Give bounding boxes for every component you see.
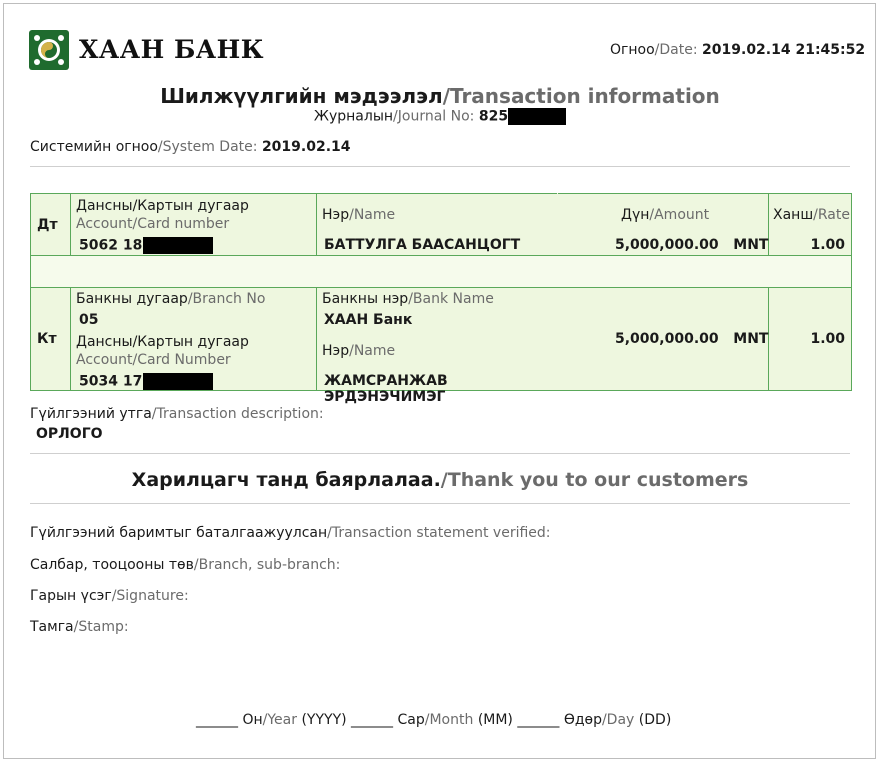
- day-label-mn: Өдөр: [563, 712, 602, 728]
- title-mn: Шилжүүлгийн мэдээлэл: [160, 84, 443, 108]
- description-label-mn: Гүйлгээний утга: [30, 406, 152, 422]
- verified-label-mn: Гүйлгээний баримтыг баталгаажуулсан: [30, 525, 328, 541]
- bank-name-value: ХААН Банк: [324, 312, 413, 328]
- credit-amount-value: [615, 331, 768, 347]
- credit-side-cell: [31, 288, 71, 391]
- year-label-mn: Он: [242, 712, 263, 728]
- month-label-en: /Month: [424, 712, 474, 728]
- debit-rate-cell: [769, 194, 852, 256]
- day-format: (DD): [638, 712, 672, 728]
- debit-account-label-en: Account/Card number: [76, 216, 230, 232]
- date-label-mn: Огноо: [610, 42, 655, 58]
- journal-number: [0, 108, 880, 125]
- branch-line: [30, 557, 340, 573]
- stamp-line: [30, 619, 129, 635]
- debit-name-label: [322, 207, 395, 223]
- credit-name-cell: [317, 288, 558, 405]
- branch-sub-label-mn: Салбар, тооцооны төв: [30, 557, 194, 573]
- transaction-table: [30, 193, 852, 405]
- thank-you-message: [0, 469, 880, 491]
- khan-bank-logo-icon: [29, 30, 69, 70]
- divider: [30, 453, 850, 454]
- bank-name: ХААН БАНК: [79, 35, 265, 64]
- credit-name-label: [322, 343, 395, 359]
- debit-rate-value: 1.00: [810, 237, 845, 253]
- month-label-mn: Сар: [397, 712, 425, 728]
- thanks-mn: Харилцагч танд баярлалаа.: [131, 469, 441, 491]
- debit-currency: MNT: [733, 237, 769, 253]
- journal-label-en: /Journal No:: [393, 108, 475, 125]
- description-label-en: /Transaction description:: [151, 406, 324, 422]
- branch-label: [76, 291, 265, 307]
- bank-name-label: [322, 291, 494, 307]
- rate-label-mn: Ханш: [773, 207, 814, 223]
- bank-name-label-en: /Bank Name: [408, 291, 494, 307]
- verified-line: [30, 525, 551, 541]
- redaction-bar: [143, 237, 213, 254]
- bank-name-label-mn: Банкны нэр: [322, 291, 409, 307]
- debit-side-label: Дт: [37, 217, 58, 233]
- year-format: (YYYY): [301, 712, 347, 728]
- title-en: /Transaction information: [442, 84, 720, 108]
- spacer-cell: [31, 256, 852, 288]
- credit-name-label-mn: Нэр: [322, 343, 350, 359]
- debit-account-number: 5062 18: [79, 237, 143, 254]
- branch-label-mn: Банкны дугаар: [76, 291, 188, 307]
- branch-label-en: /Branch No: [187, 291, 266, 307]
- credit-amount-cell: [558, 288, 769, 391]
- credit-account-number: 5034 17: [79, 373, 143, 390]
- branch-value: 05: [79, 312, 99, 328]
- credit-account-cell: [71, 288, 317, 391]
- rate-label-en: /Rate: [813, 207, 850, 223]
- debit-account-label-mn: Дансны/Картын дугаар: [76, 198, 249, 214]
- system-date-value: 2019.02.14: [261, 139, 351, 155]
- rate-label: [773, 207, 850, 223]
- debit-name-cell: [317, 194, 558, 256]
- day-label-en: /Day: [601, 712, 635, 728]
- signature-line: [30, 588, 189, 604]
- thanks-en: /Thank you to our customers: [440, 469, 749, 491]
- signature-label-en: /Signature:: [111, 588, 189, 604]
- description-value: ОРЛОГО: [36, 426, 103, 442]
- credit-amount-number: 5,000,000.00: [615, 331, 719, 347]
- credit-row: [31, 288, 852, 391]
- month-blank: ______: [351, 712, 394, 728]
- credit-account-value: [79, 373, 213, 390]
- debit-name-value: БАТТУЛГА БААСАНЦОГТ: [324, 237, 521, 253]
- month-format: (MM): [477, 712, 513, 728]
- journal-value: 825: [478, 108, 509, 125]
- print-date: [610, 42, 865, 58]
- debit-side-cell: [31, 194, 71, 256]
- stamp-label-mn: Тамга: [30, 619, 74, 635]
- amount-label-mn: Дүн: [621, 207, 650, 223]
- debit-amount-value: [615, 237, 768, 253]
- year-blank: ______: [196, 712, 238, 728]
- year-label-en: /Year: [262, 712, 297, 728]
- system-date-label-en: /System Date:: [157, 139, 258, 155]
- page-title: [0, 84, 880, 108]
- debit-row: [31, 194, 852, 256]
- credit-name-value: ЖАМСРАНЖАВ ЭРДЭНЭЧИМЭГ: [324, 373, 448, 405]
- date-fill-line: [196, 712, 671, 728]
- credit-side-label: Кт: [37, 331, 57, 347]
- debit-account-cell: [71, 194, 317, 256]
- credit-rate-cell: [769, 288, 852, 391]
- day-blank: ______: [517, 712, 560, 728]
- redaction-bar: [508, 108, 566, 125]
- amount-label-en: /Amount: [649, 207, 710, 223]
- debit-amount-number: 5,000,000.00: [615, 237, 719, 253]
- credit-name-label-en: /Name: [349, 343, 396, 359]
- credit-rate-value: 1.00: [810, 331, 845, 347]
- description-label: [30, 406, 324, 422]
- amount-label: [621, 207, 709, 223]
- spacer-row: [31, 256, 852, 288]
- debit-name-label-mn: Нэр: [322, 207, 350, 223]
- branch-sub-label-en: /Branch, sub-branch:: [193, 557, 341, 573]
- divider: [30, 503, 850, 504]
- system-date-label-mn: Системийн огноо: [30, 139, 158, 155]
- credit-currency: MNT: [733, 331, 769, 347]
- credit-account-label-en: Account/Card Number: [76, 352, 231, 368]
- divider: [30, 166, 850, 167]
- debit-name-label-en: /Name: [349, 207, 396, 223]
- signature-label-mn: Гарын үсэг: [30, 588, 112, 604]
- debit-account-value: [79, 237, 213, 254]
- debit-amount-cell: [558, 194, 769, 256]
- verified-label-en: /Transaction statement verified:: [327, 525, 551, 541]
- stamp-label-en: /Stamp:: [73, 619, 129, 635]
- credit-account-label-mn: Дансны/Картын дугаар: [76, 334, 249, 350]
- date-label-en: /Date:: [654, 42, 698, 58]
- redaction-bar: [143, 373, 213, 390]
- date-value: 2019.02.14 21:45:52: [702, 42, 866, 58]
- journal-label-mn: Журналын: [313, 108, 394, 125]
- system-date: [30, 139, 351, 155]
